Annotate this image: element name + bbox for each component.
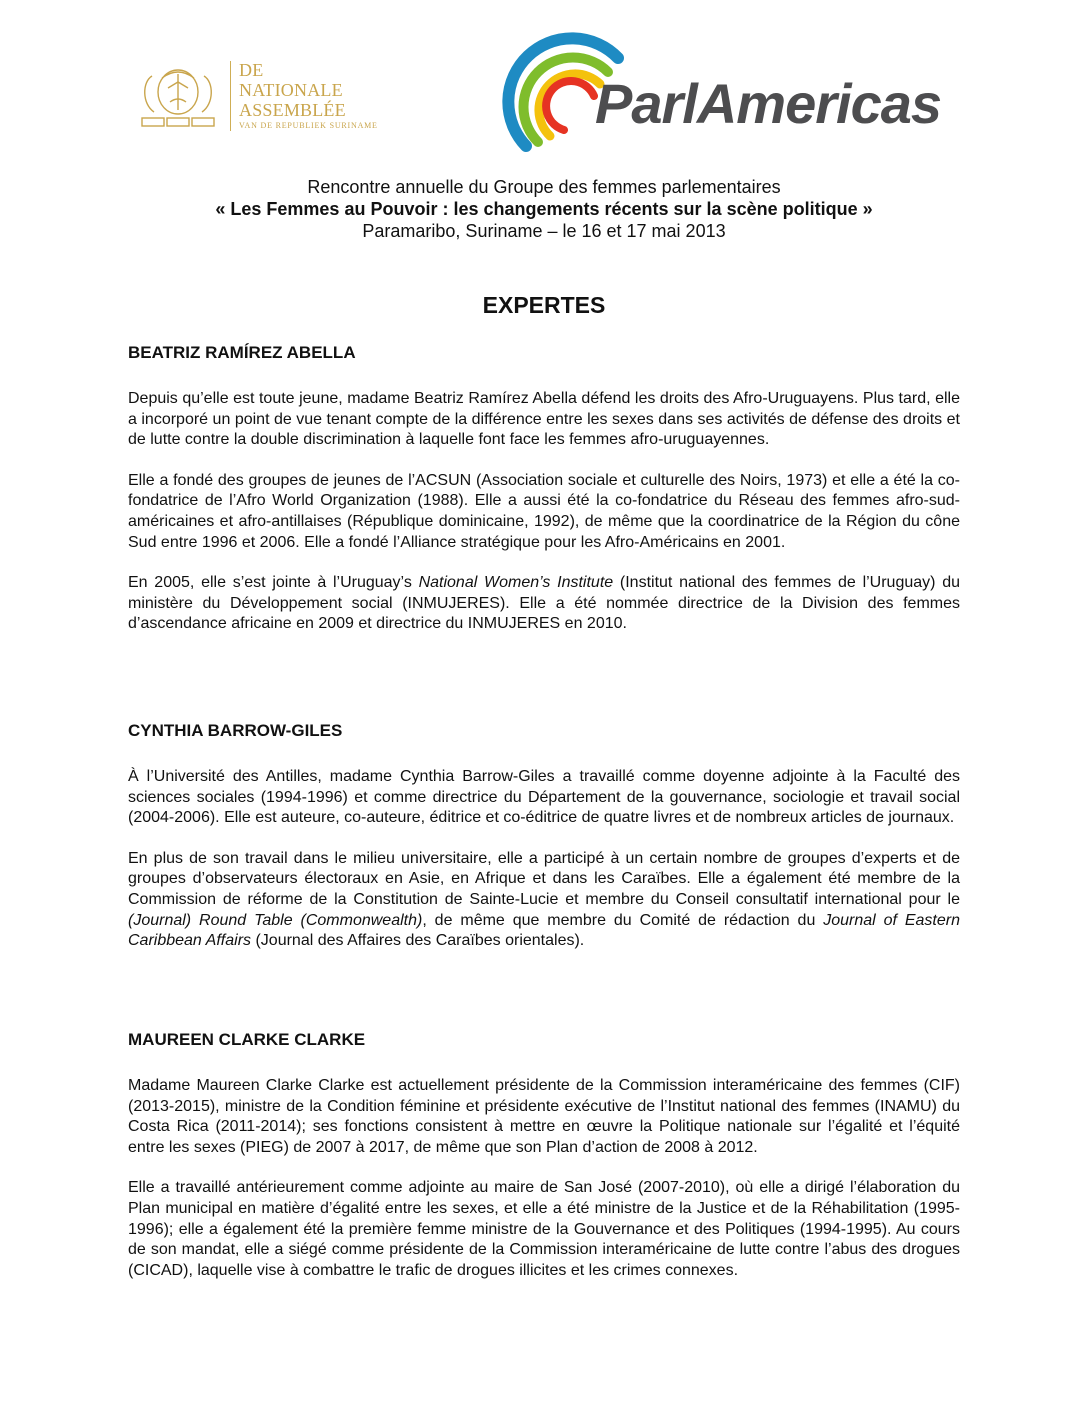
paragraph-text: En plus de son travail dans le milieu universitaire, elle a participé à un certain nombre de groupes d’experts et de groupes d’observateurs électoraux en Asie, en Afrique et dans les Caraïbes. Elle a également été membre de la Commission de réforme de la Constitution de Sainte-Lucie et membre du Conseil consultatif international pour le <box>128 849 960 908</box>
event-line-2: « Les Femmes au Pouvoir : les changements récents sur la scène politique » <box>215 199 873 219</box>
national-assembly-logo <box>132 58 378 134</box>
parlamericas-wordmark: ParlAmericas <box>595 72 942 135</box>
expert-section-barrow-giles <box>128 721 960 972</box>
paragraph-text: (Journal des Affaires des Caraïbes orientales). <box>251 932 585 950</box>
logo-line-de: DE <box>239 60 264 80</box>
logo-line-assemblee: ASSEMBLÉE <box>239 100 346 120</box>
expert-paragraph <box>128 573 960 635</box>
expert-paragraph: Madame Maureen Clarke Clarke est actuellement présidente de la Commission interaméricaine des femmes (CIF) (2013-2015), ministre de la Condition féminine et présidente exécutive de l’Institut national des femmes (INAMU) du Costa Rica (2011-2014); ses fonctions consistent à mettre en œuvre la Politique nationale sur l’égalité et l’équité entre les sexes (PIEG) de 2007 à 2017, de même que son Plan d’action de 2008 à 2012. <box>128 1077 960 1156</box>
event-line-1: Rencontre annuelle du Groupe des femmes parlementaires <box>307 177 781 197</box>
national-assembly-wordmark <box>239 60 378 132</box>
italic-title: (Journal) Round Table (Commonwealth) <box>128 911 423 929</box>
italic-title: National Women’s Institute <box>418 574 614 592</box>
paragraph-text: (Institut national des femmes de l’Uruguay) du ministère du Développement social (INMUJERES). Elle a été nommée directrice de la Division des femmes d’ascendance africaine en 2009 et directrice du INMUJERES en 2010. <box>128 574 961 633</box>
suriname-coat-of-arms-icon <box>132 58 224 134</box>
expert-paragraph: Depuis qu’elle est toute jeune, madame Beatriz Ramírez Abella défend les droits des Afro-Uruguayens. Plus tard, elle a incorporé un point de vue tenant compte de la différence entre les sexes dans ses activités de défense des droits et de lutte contre la double discrimination à laquelle font face les femmes afro-uruguayennes. <box>128 390 960 449</box>
expert-name: CYNTHIA BARROW-GILES <box>128 721 343 740</box>
expert-section-ramirez <box>128 343 960 655</box>
expert-section-clarke <box>128 1030 960 1301</box>
logo-divider <box>230 61 231 131</box>
parlamericas-logo <box>498 26 963 166</box>
logo-line-republiek: VAN DE REPUBLIEK SURINAME <box>239 121 378 130</box>
expert-name: BEATRIZ RAMÍREZ ABELLA <box>128 343 356 362</box>
paragraph-text: En 2005, elle s’est jointe à l’Uruguay’s <box>128 574 419 592</box>
event-line-3: Paramaribo, Suriname – le 16 et 17 mai 2013 <box>362 221 726 241</box>
expert-paragraph: À l’Université des Antilles, madame Cynthia Barrow-Giles a travaillé comme doyenne adjointe à la Faculté des sciences sociales (1994-1996) et comme directrice du Département de la gouvernance, sociologie et travail social (2004-2006). Elle est auteure, co-auteure, éditrice et co-éditrice de quatre livres et de nombreux articles de journaux. <box>128 768 960 827</box>
expert-paragraph <box>128 849 960 952</box>
expert-paragraph: Elle a fondé des groupes de jeunes de l’ACSUN (Association sociale et culturelle des Noirs, 1973) et elle a été la co-fondatrice de l’Afro World Organization (1988). Elle a aussi été la co-fondatrice du Réseau des femmes afro-sud-américaines et afro-antillaises (République dominicaine, 1992), de même que la coordinatrice de la Région du cône Sud entre 1996 et 2006. Elle a fondé l’Alliance stratégique pour les Afro-Américains en 2001. <box>128 471 960 551</box>
page-heading: EXPERTES <box>482 292 606 318</box>
logo-line-nationale: NATIONALE <box>239 80 343 100</box>
expert-paragraph: Elle a travaillé antérieurement comme adjointe au maire de San José (2007-2010), où elle a dirigé l’élaboration du Plan municipal en matière d’égalité entre les sexes, et elle a été ministre de la Justice et de la Réhabilitation (1995-1996); elle a également été la première femme ministre de la Gouvernance et des Politiques (1994-1995). Au cours de son mandat, elle a siégé comme présidente de la Commission interaméricaine de lutte contre l’abus des drogues (CICAD), laquelle vise à combattre le trafic de drogues illicites et les crimes connexes. <box>128 1179 960 1279</box>
italic-title: Journal of Eastern Caribbean Affairs <box>128 911 960 950</box>
paragraph-text: , de même que membre du Comité de rédaction du <box>422 911 824 929</box>
event-title-block <box>0 176 1088 242</box>
expert-name: MAUREEN CLARKE CLARKE <box>128 1030 366 1049</box>
